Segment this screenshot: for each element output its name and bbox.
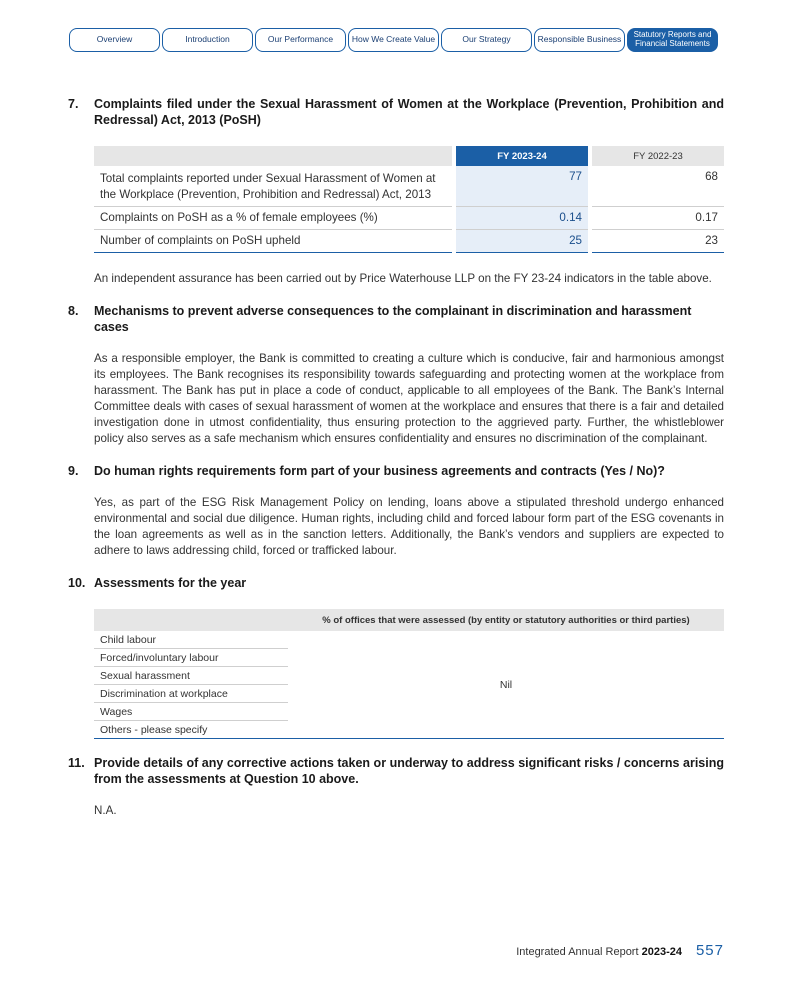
question-title: Assessments for the year [94, 576, 247, 590]
main-content [68, 96, 724, 819]
question-7 [68, 96, 724, 128]
tab-overview[interactable]: Overview [69, 28, 160, 52]
header-fy-current: FY 2023-24 [456, 146, 588, 166]
assessments-table [94, 609, 724, 739]
assurance-note: An independent assurance has been carried out by Price Waterhouse LLP on the FY 23-24 indicators in the table above. [94, 272, 712, 285]
answer-text: N.A. [94, 804, 117, 817]
section-nav [69, 28, 724, 52]
question-number: 11. [68, 756, 85, 770]
row-label: Child labour [94, 631, 288, 649]
row-value-current: 0.14 [456, 207, 588, 230]
page-footer [516, 942, 724, 959]
row-label: Number of complaints on PoSH upheld [94, 230, 452, 253]
assessment-value: Nil [288, 631, 724, 739]
tab-our-strategy[interactable]: Our Strategy [441, 28, 532, 52]
question-10 [68, 575, 724, 591]
row-label: Total complaints reported under Sexual Harassment of Women at the Workplace (Prevention, Prohibition and Redressal) Act, 2013 [94, 166, 452, 207]
posh-complaints-table [94, 146, 724, 253]
row-value-current: 77 [456, 166, 588, 207]
table-row [94, 230, 724, 253]
report-year: 2023-24 [641, 946, 682, 958]
question-title: Mechanisms to prevent adverse consequences to the complainant in discrimination and harassment cases [94, 304, 692, 334]
header-fy-previous: FY 2022-23 [592, 146, 724, 166]
row-value-previous: 0.17 [592, 207, 724, 230]
row-label: Forced/involuntary labour [94, 649, 288, 667]
answer-text: As a responsible employer, the Bank is committed to creating a culture which is conducive, fair and harmonious amongst its employees. The Bank recognises its responsibility towards safeguarding and protecting women at the workplace from harassment. The Bank has put in place a code of conduct, applicable to all employees of the Bank. The Bank’s Internal Committee deals with cases of sexual harassment of women at the workplace and ensures that there is a fair and detailed investigation done in utmost confidentiality, thus ensuring protection to the aggrieved party. Further, the whistleblower policy also serves as a safe mechanism which ensures confidentiality and ensures no discrimination of the complainant. [94, 352, 724, 445]
table-row [94, 166, 724, 207]
header-offices-assessed: % of offices that were assessed (by entity or statutory authorities or third parties) [288, 609, 724, 631]
tab-statutory-reports[interactable]: Statutory Reports and Financial Statements [627, 28, 718, 52]
row-label: Wages [94, 703, 288, 721]
row-label: Complaints on PoSH as a % of female employees (%) [94, 207, 452, 230]
question-title: Complaints filed under the Sexual Harassment of Women at the Workplace (Prevention, Prohibition and Redressal) Act, 2013 (PoSH) [94, 97, 724, 127]
question-number: 10. [68, 576, 86, 590]
question-11 [68, 755, 724, 787]
tab-introduction[interactable]: Introduction [162, 28, 253, 52]
header-blank [94, 146, 452, 166]
table-row [94, 207, 724, 230]
question-title: Provide details of any corrective actions taken or underway to address significant risks / concerns arising from the assessments at Question 10 above. [94, 756, 724, 786]
row-label: Discrimination at workplace [94, 685, 288, 703]
row-label: Sexual harassment [94, 667, 288, 685]
page-number: 557 [695, 942, 724, 959]
row-value-current: 25 [456, 230, 588, 253]
answer-text: Yes, as part of the ESG Risk Management Policy on lending, loans above a stipulated threshold undergo enhanced environmental and social due diligence. Human rights, including child and forced labour form part of the ESG covenants in the loan agreements as well as in the sanction letters. Additionally, the Bank’s vendors and suppliers are expected to adhere to laws addressing child, forced or trafficked labour. [94, 496, 724, 557]
row-value-previous: 23 [592, 230, 724, 253]
row-label: Others - please specify [94, 721, 288, 739]
report-title: Integrated Annual Report 2023-24 [516, 946, 682, 958]
question-title: Do human rights requirements form part of your business agreements and contracts (Yes / No)? [94, 464, 665, 478]
question-8 [68, 303, 724, 335]
table-row [94, 631, 724, 649]
question-number: 8. [68, 304, 79, 318]
tab-responsible-business[interactable]: Responsible Business [534, 28, 625, 52]
row-value-previous: 68 [592, 166, 724, 207]
tab-our-performance[interactable]: Our Performance [255, 28, 346, 52]
question-number: 7. [68, 97, 79, 111]
header-blank [94, 609, 288, 631]
question-9 [68, 463, 724, 479]
question-number: 9. [68, 464, 79, 478]
tab-how-we-create-value[interactable]: How We Create Value [348, 28, 439, 52]
